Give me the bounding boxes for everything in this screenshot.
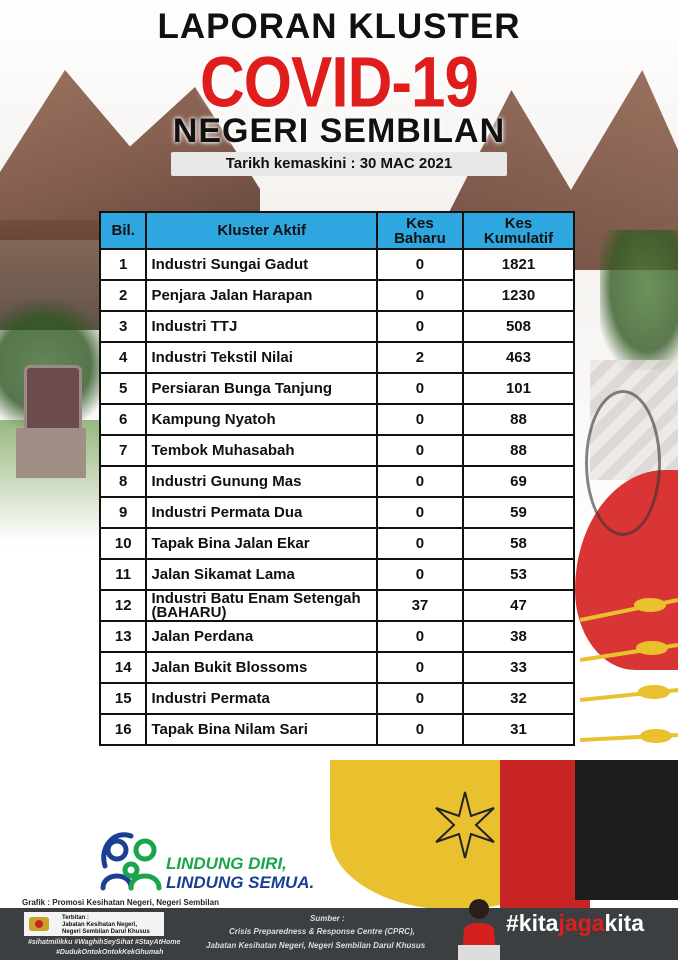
cumulative-cases: 38	[463, 621, 574, 652]
table-body	[100, 249, 574, 745]
header-cumulative-line2: Kumulatif	[483, 229, 554, 247]
crest-wheat-icon	[580, 590, 678, 750]
row-number: 13	[100, 621, 146, 652]
state-crest-sword	[585, 390, 661, 536]
monument-plaque	[24, 365, 82, 431]
new-cases: 0	[377, 652, 463, 683]
cluster-name-text: Persiaran Bunga Tanjung	[151, 379, 333, 397]
family-icon	[95, 826, 167, 894]
source-line1: Crisis Preparedness & Response Centre (CPRC),	[229, 927, 415, 936]
state-crest-black-field	[575, 760, 678, 900]
cluster-name-text: Industri Sungai Gadut	[151, 255, 309, 273]
cluster-name	[146, 466, 376, 497]
header-cluster: Kluster Aktif	[146, 212, 376, 249]
trees-right	[600, 230, 678, 370]
cluster-name	[146, 497, 376, 528]
slogan-line1: LINDUNG DIRI,	[166, 854, 287, 873]
cluster-name-text: Industri Permata	[151, 689, 270, 707]
cluster-name	[146, 373, 376, 404]
cluster-name-text: Industri Permata Dua	[151, 503, 303, 521]
cumulative-cases: 53	[463, 559, 574, 590]
new-cases: 0	[377, 621, 463, 652]
table-row	[100, 373, 574, 404]
cumulative-cases: 69	[463, 466, 574, 497]
table-row	[100, 528, 574, 559]
table-row	[100, 404, 574, 435]
new-cases: 0	[377, 311, 463, 342]
table-row	[100, 652, 574, 683]
cluster-name	[146, 311, 376, 342]
ministry-label: Terbitan :	[62, 915, 89, 921]
cluster-name	[146, 683, 376, 714]
table-header-row	[100, 212, 574, 249]
new-cases: 0	[377, 404, 463, 435]
header-new-cases-line1: Kes	[406, 214, 434, 232]
new-cases: 0	[377, 280, 463, 311]
cumulative-cases: 88	[463, 404, 574, 435]
source-label: Sumber :	[310, 914, 345, 923]
update-date: Tarikh kemaskini : 30 MAC 2021	[171, 152, 507, 176]
row-number: 8	[100, 466, 146, 497]
table-row	[100, 280, 574, 311]
hashtags-line1: #sihatmilikku #WaghihSeySihat #StayAtHome	[28, 939, 181, 946]
row-number: 1	[100, 249, 146, 280]
cumulative-cases: 47	[463, 590, 574, 621]
cumulative-cases: 101	[463, 373, 574, 404]
table-row	[100, 683, 574, 714]
cluster-name-text: Industri TTJ	[151, 317, 238, 335]
row-number: 7	[100, 435, 146, 466]
new-cases: 0	[377, 249, 463, 280]
title-state: NEGERI SEMBILAN	[172, 112, 506, 150]
new-cases: 0	[377, 373, 463, 404]
table-row	[100, 497, 574, 528]
cluster-name	[146, 652, 376, 683]
cumulative-cases: 58	[463, 528, 574, 559]
ministry-name-1: Jabatan Kesihatan Negeri,	[62, 922, 138, 928]
row-number: 16	[100, 714, 146, 745]
crest-sun-icon	[430, 790, 500, 860]
hashtag-part-2: jaga	[558, 910, 605, 936]
source-line2: Jabatan Kesihatan Negeri, Negeri Sembilan Darul Khusus	[206, 941, 426, 950]
new-cases: 0	[377, 559, 463, 590]
cluster-name	[146, 590, 376, 621]
cluster-name-text: Tapak Bina Nilam Sari	[151, 720, 308, 738]
cluster-name-text: Jalan Bukit Blossoms	[151, 658, 308, 676]
ministry-crest-icon	[28, 915, 50, 933]
table-row	[100, 249, 574, 280]
table-row	[100, 466, 574, 497]
header-no: Bil.	[100, 212, 146, 249]
row-number: 12	[100, 590, 146, 621]
cumulative-cases: 31	[463, 714, 574, 745]
cluster-name-text: Jalan Sikamat Lama	[151, 565, 295, 583]
cluster-name	[146, 621, 376, 652]
cluster-name	[146, 435, 376, 466]
cluster-name-note: (BAHARU)	[151, 603, 227, 621]
row-number: 15	[100, 683, 146, 714]
row-number: 3	[100, 311, 146, 342]
new-cases: 37	[377, 590, 463, 621]
cluster-name	[146, 249, 376, 280]
new-cases: 0	[377, 683, 463, 714]
cluster-name	[146, 404, 376, 435]
title-covid: COVID-19	[200, 43, 478, 123]
cumulative-cases: 1230	[463, 280, 574, 311]
row-number: 11	[100, 559, 146, 590]
cumulative-cases: 88	[463, 435, 574, 466]
row-number: 10	[100, 528, 146, 559]
row-number: 4	[100, 342, 146, 373]
table-row	[100, 590, 574, 621]
cluster-name-text: Penjara Jalan Harapan	[151, 286, 313, 304]
cluster-name-text: Tapak Bina Jalan Ekar	[151, 534, 310, 552]
ministry-name-2: Negeri Sembilan Darul Khusus	[62, 929, 150, 935]
new-cases: 0	[377, 714, 463, 745]
campaign-hashtag	[506, 910, 644, 937]
new-cases: 0	[377, 528, 463, 559]
header-cumulative-line1: Kes	[504, 214, 533, 232]
row-number: 2	[100, 280, 146, 311]
cluster-name-text: Industri Tekstil Nilai	[151, 348, 293, 366]
header-cumulative-cases	[463, 212, 574, 249]
slogan-line2: LINDUNG SEMUA.	[166, 873, 315, 892]
graphic-credit: Grafik : Promosi Kesihatan Negeri, Negeri Sembilan	[22, 898, 219, 907]
cluster-name	[146, 559, 376, 590]
table-row	[100, 714, 574, 745]
row-number: 6	[100, 404, 146, 435]
monument-base	[16, 428, 86, 478]
row-number: 14	[100, 652, 146, 683]
new-cases: 2	[377, 342, 463, 373]
title-report: LAPORAN KLUSTER	[157, 7, 521, 46]
cumulative-cases: 1821	[463, 249, 574, 280]
cluster-name	[146, 528, 376, 559]
row-number: 5	[100, 373, 146, 404]
new-cases: 0	[377, 435, 463, 466]
new-cases: 0	[377, 497, 463, 528]
cumulative-cases: 59	[463, 497, 574, 528]
hashtag-part-3: kita	[604, 910, 645, 936]
cumulative-cases: 32	[463, 683, 574, 714]
cumulative-cases: 463	[463, 342, 574, 373]
cluster-name	[146, 342, 376, 373]
cluster-name	[146, 714, 376, 745]
header-new-cases-line2: Baharu	[394, 229, 446, 247]
cluster-name	[146, 280, 376, 311]
person-icon	[458, 895, 500, 960]
header-new-cases	[377, 212, 463, 249]
table-row	[100, 342, 574, 373]
hashtags-line2: #DudukOntokOntokKekGhumah	[56, 949, 164, 956]
cluster-name-text: Jalan Perdana	[151, 627, 254, 645]
cluster-name-text: Tembok Muhasabah	[151, 441, 295, 459]
table-row	[100, 435, 574, 466]
cumulative-cases: 508	[463, 311, 574, 342]
table-row	[100, 311, 574, 342]
table-row	[100, 559, 574, 590]
cluster-name-text: Industri Gunung Mas	[151, 472, 302, 490]
hashtag-part-1: #kita	[506, 910, 559, 936]
cluster-name-text: Industri Batu Enam Setengah	[151, 589, 361, 607]
cluster-table	[99, 211, 575, 746]
cumulative-cases: 33	[463, 652, 574, 683]
table-row	[100, 621, 574, 652]
row-number: 9	[100, 497, 146, 528]
cluster-name-text: Kampung Nyatoh	[151, 410, 276, 428]
new-cases: 0	[377, 466, 463, 497]
